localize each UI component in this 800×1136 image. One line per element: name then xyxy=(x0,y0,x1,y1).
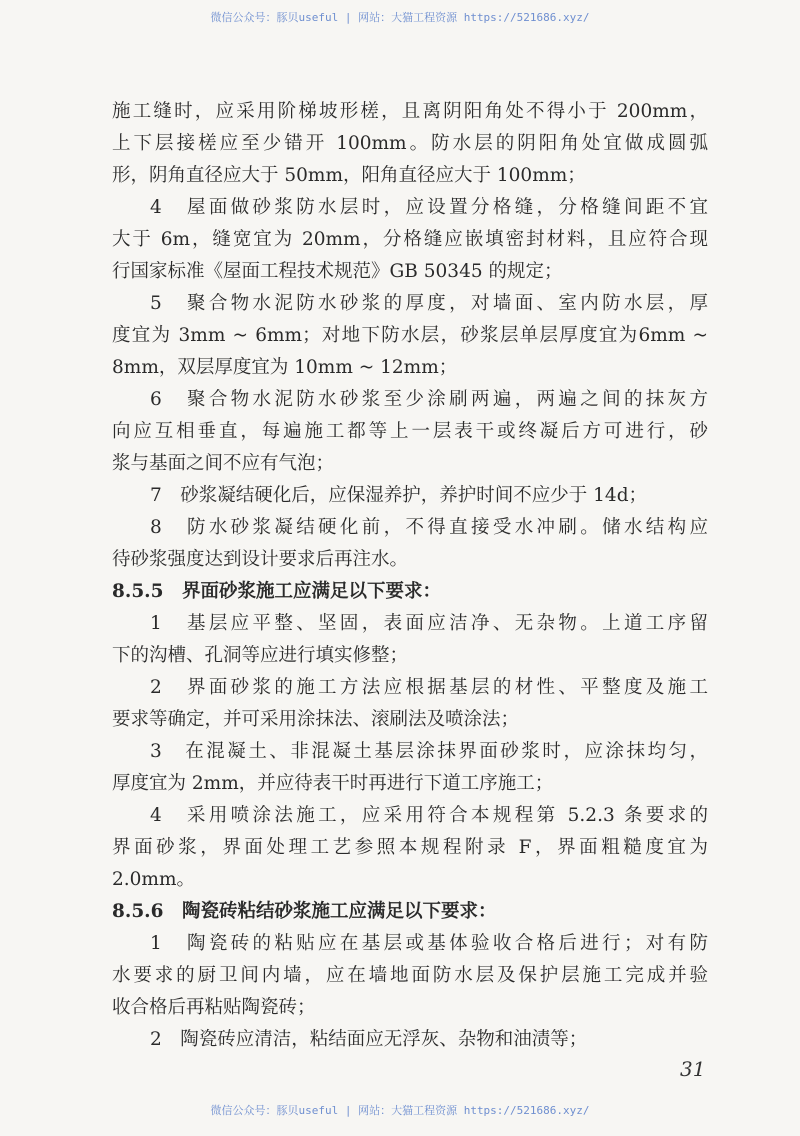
page-number: 31 xyxy=(680,1057,706,1081)
text-line: 4 采用喷涂法施工，应采用符合本规程第 5.2.3 条要求的 xyxy=(150,805,708,826)
text-line: 2.0mm。 xyxy=(112,869,196,890)
text-line: 界面砂浆，界面处理工艺参照本规程附录 F，界面粗糙度宜为 xyxy=(112,837,708,858)
text-line: 施工缝时，应采用阶梯坡形槎，且离阴阳角处不得小于 200mm， xyxy=(112,101,708,122)
text-line: 7 砂浆凝结硬化后，应保湿养护，养护时间不应少于 14d； xyxy=(150,485,648,506)
text-line: 向应互相垂直，每遍施工都等上一层表干或终凝后方可进行，砂 xyxy=(112,421,708,442)
section-heading-line: 8.5.6 陶瓷砖粘结砂浆施工应满足以下要求： xyxy=(112,901,497,922)
text-line: 度宜为 3mm ~ 6mm；对地下防水层，砂浆层单层厚度宜为6mm ~ xyxy=(112,325,708,346)
text-line: 2 界面砂浆的施工方法应根据基层的材性、平整度及施工 xyxy=(150,677,708,698)
text-line: 浆与基面之间不应有气泡； xyxy=(112,453,335,474)
text-line: 4 屋面做砂浆防水层时，应设置分格缝，分格缝间距不宜 xyxy=(150,197,708,218)
text-line: 1 陶瓷砖的粘贴应在基层或基体验收合格后进行；对有防 xyxy=(150,933,708,954)
text-line: 待砂浆强度达到设计要求后再注水。 xyxy=(112,549,409,570)
text-line: 1 基层应平整、坚固，表面应洁净、无杂物。上道工序留 xyxy=(150,613,708,634)
text-line: 8mm，双层厚度宜为 10mm ~ 12mm； xyxy=(112,357,458,378)
text-line: 收合格后再粘贴陶瓷砖； xyxy=(112,997,316,1018)
text-line: 下的沟槽、孔洞等应进行填实修整； xyxy=(112,645,409,666)
text-line: 3 在混凝土、非混凝土基层涂抹界面砂浆时，应涂抹均匀， xyxy=(150,741,708,762)
text-line: 5 聚合物水泥防水砂浆的厚度，对墙面、室内防水层，厚 xyxy=(150,293,708,314)
text-line: 6 聚合物水泥防水砂浆至少涂刷两遍，两遍之间的抹灰方 xyxy=(150,389,708,410)
watermark-top: 微信公众号：豚贝useful | 网站：大猫工程资源 https://521686.xyz/ xyxy=(210,11,590,24)
section-heading-line: 8.5.5 界面砂浆施工应满足以下要求： xyxy=(112,581,441,602)
text-line: 2 陶瓷砖应清洁，粘结面应无浮灰、杂物和油渍等； xyxy=(150,1029,588,1050)
text-line: 8 防水砂浆凝结硬化前，不得直接受水冲刷。储水结构应 xyxy=(150,517,708,538)
text-line: 要求等确定，并可采用涂抹法、滚刷法及喷涂法； xyxy=(112,709,520,730)
text-line: 行国家标准《屋面工程技术规范》GB 50345 的规定； xyxy=(112,261,563,282)
watermark-bottom: 微信公众号：豚贝useful | 网站：大猫工程资源 https://521686.xyz/ xyxy=(210,1104,590,1117)
text-line: 形，阴角直径应大于 50mm，阳角直径应大于 100mm； xyxy=(112,165,586,186)
text-line: 水要求的厨卫间内墙，应在墙地面防水层及保护层施工完成并验 xyxy=(112,965,708,986)
text-line: 厚度宜为 2mm，并应待表干时再进行下道工序施工； xyxy=(112,773,554,794)
text-line: 大于 6m，缝宽宜为 20mm，分格缝应嵌填密封材料，且应符合现 xyxy=(112,229,708,250)
text-line: 上下层接槎应至少错开 100mm。防水层的阴阳角处宜做成圆弧 xyxy=(112,133,708,154)
document-body xyxy=(112,96,708,1056)
